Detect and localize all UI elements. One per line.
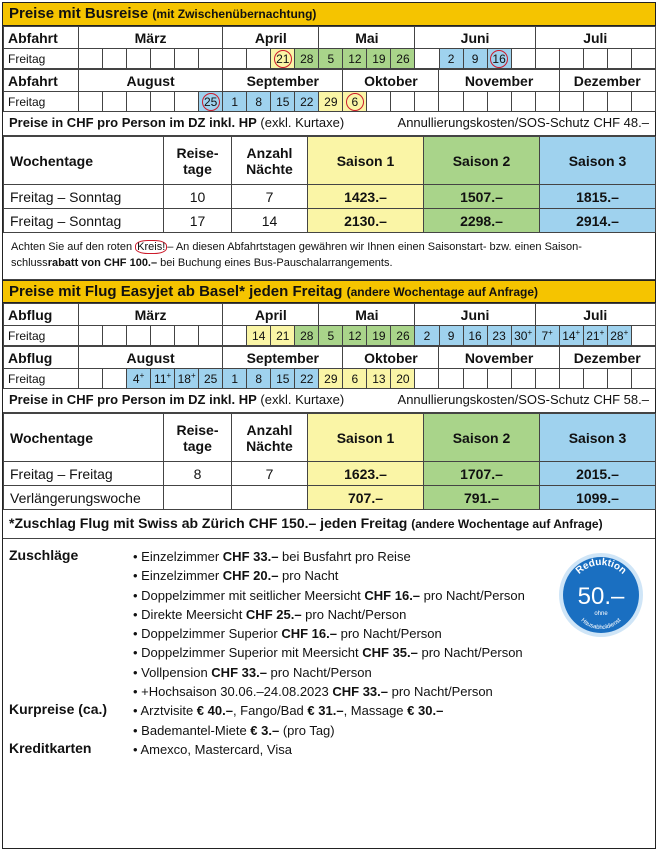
badge-top-text: Reduktion bbox=[573, 556, 629, 577]
col-saison-1: Saison 1 bbox=[308, 414, 424, 462]
date-cell: 29 bbox=[319, 92, 343, 112]
date-cell: 8 bbox=[247, 369, 271, 389]
month-oktober: Oktober bbox=[343, 70, 439, 92]
col-naechte: Anzahl Nächte bbox=[232, 414, 308, 462]
month-juni: Juni bbox=[415, 27, 535, 49]
zuschlaege-block bbox=[9, 547, 649, 701]
date-cell: 21 bbox=[271, 326, 295, 346]
date-cell: 12 bbox=[343, 49, 367, 69]
bus-title-sub: (mit Zwischenübernachtung) bbox=[152, 7, 317, 21]
red-circle-date: 6 bbox=[346, 93, 364, 111]
list-item: • +Hochsaison 30.06.–24.08.2023 CHF 33.– pro Nacht/Person bbox=[133, 682, 525, 701]
cancellation-cost: Annullierungskosten/SOS-Schutz CHF 48.– bbox=[397, 115, 649, 130]
date-cell: 26 bbox=[391, 49, 415, 69]
flight-price-table bbox=[3, 413, 656, 510]
list-item: • Direkte Meersicht CHF 25.– pro Nacht/Person bbox=[133, 605, 525, 624]
date-cell: 28 bbox=[295, 326, 319, 346]
table-row: Freitag – Sonntag 10 7 1423.– 1507.– 1815.– bbox=[4, 185, 656, 209]
date-cell: 9 bbox=[439, 326, 463, 346]
date-cell: 16 bbox=[463, 326, 487, 346]
abfahrt-label: Abfahrt bbox=[4, 27, 79, 49]
date-cell: 5 bbox=[319, 326, 343, 346]
col-saison-3: Saison 3 bbox=[540, 137, 656, 185]
month-mai: Mai bbox=[319, 304, 415, 326]
date-cell: 30+ bbox=[511, 326, 535, 346]
date-cell: 22 bbox=[295, 369, 319, 389]
abflug-label: Abflug bbox=[4, 304, 79, 326]
date-cell: 15 bbox=[271, 92, 295, 112]
date-cell: 29 bbox=[319, 369, 343, 389]
flight-title: Preise mit Flug Easyjet ab Basel* jeden Freitag bbox=[9, 283, 343, 300]
prices-heading-sub: (exkl. Kurtaxe) bbox=[260, 115, 345, 130]
month-august: August bbox=[79, 347, 223, 369]
prices-heading: Preise in CHF pro Person im DZ inkl. HP bbox=[9, 392, 257, 407]
red-circle-date: 16 bbox=[490, 50, 508, 68]
date-cell: 6 bbox=[343, 369, 367, 389]
date-cell: 4+ bbox=[127, 369, 151, 389]
month-juli: Juli bbox=[535, 304, 655, 326]
month-maerz: März bbox=[79, 27, 223, 49]
prices-heading: Preise in CHF pro Person im DZ inkl. HP bbox=[9, 115, 257, 130]
date-cell: 28+ bbox=[607, 326, 631, 346]
month-maerz: März bbox=[79, 304, 223, 326]
list-item: • Arztvisite € 40.–, Fango/Bad € 31.–, Massage € 30.– bbox=[133, 701, 443, 720]
cancellation-cost: Annullierungskosten/SOS-Schutz CHF 58.– bbox=[397, 392, 649, 407]
bus-calendar-1 bbox=[3, 26, 656, 69]
date-cell: 25 bbox=[199, 369, 223, 389]
row-label: Freitag bbox=[4, 49, 79, 69]
date-cell: 21+ bbox=[583, 326, 607, 346]
date-cell: 18+ bbox=[175, 369, 199, 389]
bus-prices-heading-line bbox=[3, 112, 655, 136]
zuschlaege-label: Zuschläge bbox=[9, 547, 79, 563]
month-september: September bbox=[223, 347, 343, 369]
date-cell: 20 bbox=[391, 369, 415, 389]
prices-heading-sub: (exkl. Kurtaxe) bbox=[260, 392, 345, 407]
bus-section-header bbox=[3, 3, 655, 26]
flight-title-sub: (andere Wochentage auf Anfrage) bbox=[346, 285, 539, 299]
col-saison-1: Saison 1 bbox=[308, 137, 424, 185]
date-cell: 7+ bbox=[535, 326, 559, 346]
date-cell: 2 bbox=[415, 326, 439, 346]
col-wochentage: Wochentage bbox=[4, 414, 164, 462]
kurpreise-block bbox=[9, 701, 649, 740]
kurpreise-list bbox=[133, 701, 443, 740]
month-oktober: Oktober bbox=[343, 347, 439, 369]
col-naechte: Anzahl Nächte bbox=[232, 137, 308, 185]
date-cell: 9 bbox=[463, 49, 487, 69]
month-juli: Juli bbox=[535, 27, 655, 49]
month-august: August bbox=[79, 70, 223, 92]
list-item: • Doppelzimmer Superior mit Meersicht CHF 35.– pro Nacht/Person bbox=[133, 643, 525, 662]
bus-calendar-2 bbox=[3, 69, 656, 112]
bus-title: Preise mit Busreise bbox=[9, 5, 149, 22]
date-cell: 19 bbox=[367, 326, 391, 346]
table-row: Freitag – Freitag 8 7 1623.– 1707.– 2015.– bbox=[4, 462, 656, 486]
badge-bottom-1: ohne bbox=[594, 611, 608, 617]
col-saison-3: Saison 3 bbox=[540, 414, 656, 462]
date-cell: 19 bbox=[367, 49, 391, 69]
date-cell: 14+ bbox=[559, 326, 583, 346]
badge-bottom-2: Hausabholdienst bbox=[579, 617, 623, 632]
date-cell: 1 bbox=[223, 92, 247, 112]
discount-note: Achten Sie auf den roten Kreis! – An diesen Abfahrtstagen gewähren wir Ihnen einen Saisonstart- bzw. einen Saison- schlussrabatt von CHF 100.– bei Buchung eines Bus-Pauschalarrangements. bbox=[3, 233, 655, 280]
date-cell: 26 bbox=[391, 326, 415, 346]
col-reisetage: Reise- tage bbox=[164, 137, 232, 185]
date-cell bbox=[487, 49, 511, 69]
table-row: Freitag – Sonntag 17 14 2130.– 2298.– 2914.– bbox=[4, 209, 656, 233]
date-cell: 22 bbox=[295, 92, 319, 112]
list-item: • Bademantel-Miete € 3.– (pro Tag) bbox=[133, 721, 443, 740]
month-mai: Mai bbox=[319, 27, 415, 49]
month-dezember: Dezember bbox=[559, 70, 655, 92]
col-reisetage: Reise- tage bbox=[164, 414, 232, 462]
month-april: April bbox=[223, 304, 319, 326]
date-cell: 28 bbox=[295, 49, 319, 69]
month-september: September bbox=[223, 70, 343, 92]
list-item: • Doppelzimmer Superior CHF 16.– pro Nacht/Person bbox=[133, 624, 525, 643]
swiss-surcharge-note: *Zuschlag Flug mit Swiss ab Zürich CHF 150.– jeden Freitag (andere Wochentage auf Anfrage) bbox=[3, 510, 655, 539]
date-cell: 2 bbox=[439, 49, 463, 69]
row-label: Freitag bbox=[4, 326, 79, 346]
kreis-highlight: Kreis! bbox=[137, 241, 166, 253]
zuschlaege-list bbox=[133, 547, 525, 701]
date-cell bbox=[271, 49, 295, 69]
month-november: November bbox=[439, 70, 559, 92]
date-cell: 15 bbox=[271, 369, 295, 389]
date-cell: 12 bbox=[343, 326, 367, 346]
row-label: Freitag bbox=[4, 92, 79, 112]
date-cell: 13 bbox=[367, 369, 391, 389]
supplements-section bbox=[3, 539, 655, 767]
date-cell: 8 bbox=[247, 92, 271, 112]
flight-prices-heading-line bbox=[3, 389, 655, 413]
date-cell: 5 bbox=[319, 49, 343, 69]
kreditkarten-block bbox=[9, 740, 649, 759]
date-cell bbox=[199, 92, 223, 112]
month-juni: Juni bbox=[415, 304, 535, 326]
date-cell: 1 bbox=[223, 369, 247, 389]
kurpreise-label: Kurpreise (ca.) bbox=[9, 701, 108, 718]
row-label: Freitag bbox=[4, 369, 79, 389]
list-item: • Doppelzimmer mit seitlicher Meersicht CHF 16.– pro Nacht/Person bbox=[133, 586, 525, 605]
list-item: • Amexco, Mastercard, Visa bbox=[133, 740, 292, 759]
list-item: • Vollpension CHF 33.– pro Nacht/Person bbox=[133, 663, 525, 682]
abflug-label: Abflug bbox=[4, 347, 79, 369]
list-item: • Einzelzimmer CHF 33.– bei Busfahrt pro Reise bbox=[133, 547, 525, 566]
date-cell: 11+ bbox=[151, 369, 175, 389]
date-cell: 23 bbox=[487, 326, 511, 346]
month-november: November bbox=[439, 347, 559, 369]
flight-section-header bbox=[3, 280, 655, 303]
flight-calendar-2 bbox=[3, 346, 656, 389]
abfahrt-label: Abfahrt bbox=[4, 70, 79, 92]
badge-value: 50.– bbox=[577, 583, 625, 610]
col-saison-2: Saison 2 bbox=[424, 137, 540, 185]
col-wochentage: Wochentage bbox=[4, 137, 164, 185]
red-circle-date: 25 bbox=[202, 93, 220, 111]
table-row: Verlängerungswoche 707.– 791.– 1099.– bbox=[4, 486, 656, 510]
col-saison-2: Saison 2 bbox=[424, 414, 540, 462]
price-sheet bbox=[2, 2, 656, 849]
month-april: April bbox=[223, 27, 319, 49]
reduction-badge bbox=[557, 551, 645, 639]
date-cell: 14 bbox=[247, 326, 271, 346]
list-item: • Einzelzimmer CHF 20.– pro Nacht bbox=[133, 566, 525, 585]
kreditkarten-label: Kreditkarten bbox=[9, 739, 92, 756]
kreditkarten-list bbox=[133, 740, 292, 759]
bus-price-table bbox=[3, 136, 656, 233]
flight-calendar-1 bbox=[3, 303, 656, 346]
date-cell bbox=[343, 92, 367, 112]
red-circle-date: 21 bbox=[274, 50, 292, 68]
month-dezember: Dezember bbox=[559, 347, 655, 369]
